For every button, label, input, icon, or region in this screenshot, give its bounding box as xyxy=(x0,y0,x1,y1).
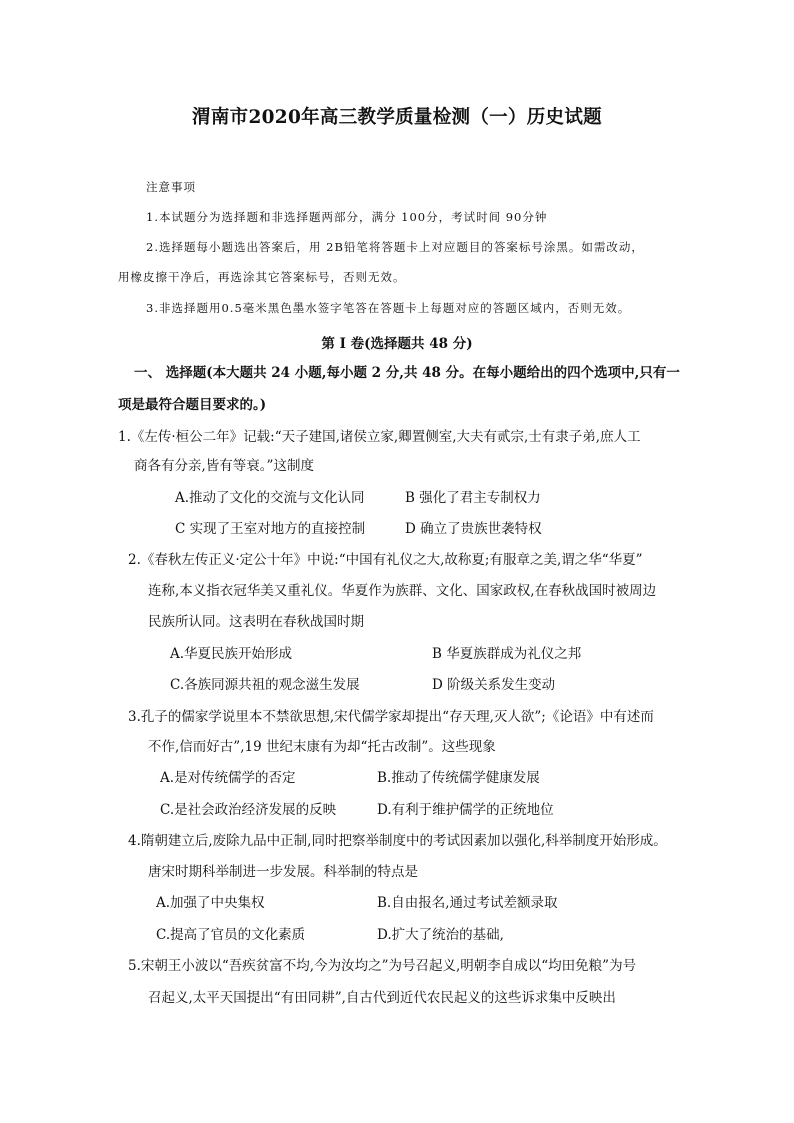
notice-item: 3.非选择题用0.5毫米黑色墨水签字笔答在答题卡上每题对应的答题区域内，否则无效。 xyxy=(146,301,631,315)
section-title: 第 I 卷(选择题共 48 分) xyxy=(321,336,473,352)
question-3-text: 3.孔子的儒家学说里本不禁欲思想,宋代儒学家却提出“存天理,灭人欲”;《论语》中有述而 xyxy=(128,709,654,725)
notice-item: 1.本试题分为选择题和非选择题两部分，满分 100分，考试时间 90分钟 xyxy=(146,210,548,224)
question-2-text: 2.《春秋左传正义·定公十年》中说:“中国有礼仪之大,故称夏;有服章之美,谓之华“华夏” xyxy=(128,552,643,568)
question-2-option-c: C.各族同源共祖的观念滋生发展 xyxy=(170,677,360,693)
question-1-option-c: C 实现了王室对地方的直接控制 xyxy=(175,521,366,537)
question-2-option-a: A.华夏民族开始形成 xyxy=(170,646,293,662)
notice-item: 用橡皮擦干净后，再选涂其它答案标号，否则无效。 xyxy=(118,270,406,284)
notice-heading: 注意事项 xyxy=(146,180,196,194)
question-2-option-d: D 阶级关系发生变动 xyxy=(432,677,556,693)
notice-item: 2.选择题每小题选出答案后，用 2B铅笔将答题卡上对应题目的答案标号涂黑。如需改动， xyxy=(146,240,644,254)
question-3-option-c: C.是社会政治经济发展的反映 xyxy=(160,802,337,818)
question-4-text: 4.隋朝建立后,废除九品中正制,同时把察举制度中的考试因素加以强化,科举制度开始形成。 xyxy=(128,833,667,849)
question-4-option-d: D.扩大了统治的基础, xyxy=(377,927,504,943)
question-1-option-b: B 强化了君主专制权力 xyxy=(405,490,541,506)
part-one-instruction: 一、 选择题(本大题共 24 小题,每小题 2 分,共 48 分。在每小题给出的四个选项中,只有一 xyxy=(134,365,680,381)
question-4-option-a: A.加强了中央集权 xyxy=(156,895,265,911)
question-2-text: 民族所认同。这表明在春秋战国时期 xyxy=(148,614,364,630)
exam-title: 渭南市2020年高三教学质量检测（一）历史试题 xyxy=(192,107,602,128)
question-4-option-b: B.自由报名,通过考试差额录取 xyxy=(377,895,558,911)
question-1-option-d: D 确立了贵族世袭特权 xyxy=(405,521,542,537)
question-3-text: 不作,信而好古”,19 世纪末康有为却“托古改制”。这些现象 xyxy=(148,739,496,755)
question-4-option-c: C.提高了官员的文化素质 xyxy=(156,927,306,943)
question-3-option-a: A.是对传统儒学的否定 xyxy=(160,770,296,786)
question-1-text: 商各有分亲,皆有等衰。”这制度 xyxy=(134,458,314,474)
question-2-text: 连称,本义指衣冠华美又重礼仪。华夏作为族群、文化、国家政权,在春秋战国时被周边 xyxy=(148,583,657,599)
question-1-option-a: A.推动了文化的交流与文化认同 xyxy=(175,490,365,506)
question-3-option-b: B.推动了传统儒学健康发展 xyxy=(377,770,540,786)
question-2-option-b: B 华夏族群成为礼仪之邦 xyxy=(432,646,582,662)
part-one-instruction: 项是最符合题目要求的。) xyxy=(118,397,267,413)
question-5-text: 5.宋朝王小波以“吾疾贫富不均,今为汝均之”为号召起义,明朝李自成以“均田免粮”为号 xyxy=(128,958,637,974)
question-5-text: 召起义,太平天国提出“有田同耕”,自古代到近代农民起义的这些诉求集中反映出 xyxy=(148,990,616,1006)
question-3-option-d: D.有利于维护儒学的正统地位 xyxy=(377,802,554,818)
question-1-text: 1.《左传·桓公二年》记载:“天子建国,诸侯立家,卿置侧室,大夫有贰宗,士有隶子弟,庶人工 xyxy=(118,429,641,445)
question-4-text: 唐宋时期科举制进一步发展。科举制的特点是 xyxy=(148,864,418,880)
